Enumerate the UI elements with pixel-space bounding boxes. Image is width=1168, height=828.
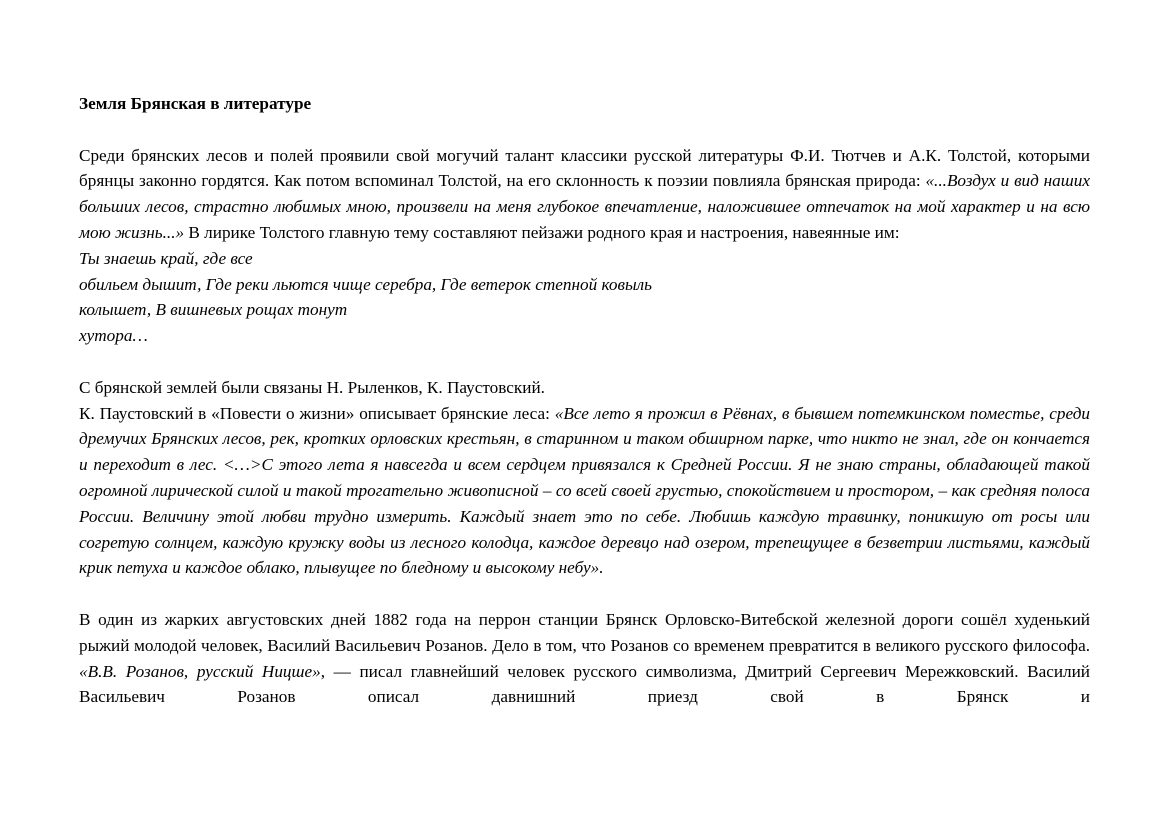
rozanov-quote: «В.В. Розанов, русский Ницше» [79,661,321,681]
document-title: Земля Брянская в литературе [79,94,312,113]
paustovsky-quote: «Все лето я прожил в Рёвнах, в бывшем потемкинском поместье, среди дремучих Брянских лесов, рек, кротких орловских крестьян, в старинном и таком обширном парке, что никто не знал, где он кончается и переходит в лес. <…>С этого лета я навсегда и всем сердцем привязался к Средней России. Я не знаю страны, обладающей такой огромной лирической силой и такой трогательно живописной – со всей своей грустью, спокойствием и простором, – как средняя полоса России. Величину этой любви трудно измерить. Каждый знает это по себе. Любишь каждую травинку, поникшую от росы или согретую солнцем, каждую кружку воды из лесного колодца, каждое деревцо над озером, трепещущее в безветрии листьями, каждый крик петуха и каждое облако, плывущее по бледному и высокому небу». [79,403,1090,578]
tolstoy-quote: «...Воздух и вид наших больших лесов, страстно любимых мною, произвели на меня глубокое впечатление, наложившее отпечаток на мой характер и на всю мою жизнь...» [79,171,1090,242]
spacer [79,349,1090,375]
document-page [79,91,1090,710]
spacer [79,581,1090,607]
paragraph-paustovsky [79,401,1090,582]
paragraph-authors: С брянской землей были связаны Н. Рыленков, К. Паустовский. [79,377,545,397]
paragraph-tolstoy [79,143,1090,246]
paragraph-rozanov [79,607,1090,710]
poem-excerpt [79,246,1090,349]
poem-line: Ты знаешь край, где все [79,248,253,268]
poem-line: колышет, В вишневых рощах тонут [79,300,348,320]
poem-line: хутора… [79,326,148,346]
spacer [79,117,1090,143]
paragraph-text: В один из жарких августовских дней 1882 года на перрон станции Брянск Орловско-Витебской железной дороги сошёл худенький рыжий молодой человек, Василий Васильевич Розанов. Дело в том, что Розанов со временем превратится в великого русского философа. [79,609,1090,655]
paragraph-text: К. Паустовский в «Повести о жизни» описывает брянские леса: [79,403,555,423]
poem-line: обильем дышит, Где реки льются чище серебра, Где ветерок степной ковыль [79,274,652,294]
paragraph-text: , — писал главнейший человек русского символизма, Дмитрий Сергеевич Мережковский. Василий Васильевич Розанов описал давнишний приезд свой в Брянск и [79,661,1090,707]
paragraph-text: Среди брянских лесов и полей проявили свой могучий талант классики русской литературы Ф.И. Тютчев и А.К. Толстой, которыми брянцы законно гордятся. Как потом вспоминал Толстой, на его склонность к поэзии повлияла брянская природа: [79,145,1090,191]
paragraph-text: В лирике Толстого главную тему составляют пейзажи родного края и настроения, навеянные им: [184,222,900,242]
